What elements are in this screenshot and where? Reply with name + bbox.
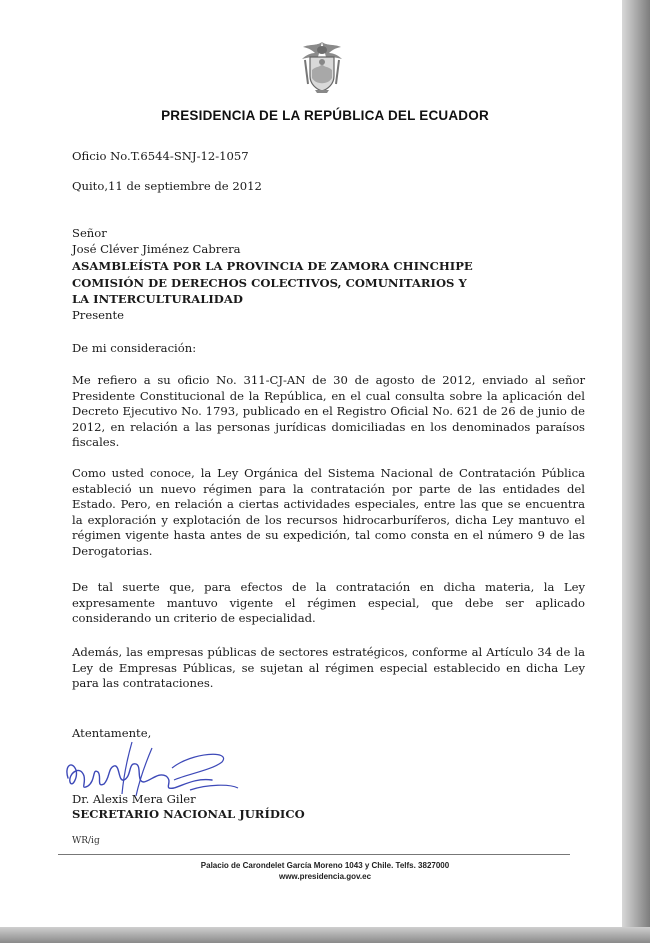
recipient-name: José Cléver Jiménez Cabrera xyxy=(72,242,241,256)
letterhead-title: PRESIDENCIA DE LA REPÚBLICA DEL ECUADOR xyxy=(161,108,489,123)
initials: WR/ig xyxy=(72,836,100,846)
paragraph-1: Me refiero a su oficio No. 311-CJ-AN de 30 de agosto de 2012, enviado al señor Presidente Constitucional de la República, en el cual consulta sobre la aplicación del Decreto Ejecutivo No. 1793, publicado en el Registro Oficial No. 621 de 26 de junio de 2012, en relación a las personas jurídicas domiciliadas en los denominados paraísos fiscales. xyxy=(72,373,585,450)
signer-title: SECRETARIO NACIONAL JURÍDICO xyxy=(72,807,305,821)
recipient-commission: COMISIÓN DE DERECHOS COLECTIVOS, COMUNITARIOS Y xyxy=(72,276,467,290)
place-date: Quito,11 de septiembre de 2012 xyxy=(72,179,262,193)
recipient-position: ASAMBLEÍSTA POR LA PROVINCIA DE ZAMORA CHINCHIPE xyxy=(72,259,473,273)
footer-address: Palacio de Carondelet García Moreno 1043 y Chile. Telfs. 3827000 xyxy=(200,861,450,870)
recipient-commission-cont: LA INTERCULTURALIDAD xyxy=(72,292,243,306)
paragraph-2: Como usted conoce, la Ley Orgánica del Sistema Nacional de Contratación Pública estableció un nuevo régimen para la contratación por parte de las entidades del Estado. Pero, en relación a ciertas actividades especiales, entre las que se encuentra la exploración y explotación de los recursos hidrocarburíferos, dicha Ley mantuvo el régimen vigente hasta antes de su expedición, tal como consta en el número 9 de las Derogatorias. xyxy=(72,466,585,558)
recipient-salutation-title: Señor xyxy=(72,226,107,240)
scan-bottom-shadow xyxy=(0,927,650,943)
signer-name: Dr. Alexis Mera Giler xyxy=(72,792,196,806)
greeting: De mi consideración: xyxy=(72,341,197,355)
recipient-presente: Presente xyxy=(72,308,125,322)
footer-website: www.presidencia.gov.ec xyxy=(278,872,372,881)
reference-number: Oficio No.T.6544-SNJ-12-1057 xyxy=(72,149,249,163)
scan-edge-shadow xyxy=(622,0,650,943)
paragraph-4: Además, las empresas públicas de sectores estratégicos, conforme al Artículo 34 de la Ley de Empresas Públicas, se sujetan al régimen especial establecido en dicha Ley para las contrataciones. xyxy=(72,645,585,691)
paragraph-3: De tal suerte que, para efectos de la contratación en dicha materia, la Ley expresamente mantuvo vigente el régimen especial, que debe ser aplicado considerando un criterio de especialidad. xyxy=(72,580,585,626)
footer-divider xyxy=(58,854,570,855)
closing: Atentamente, xyxy=(72,726,152,740)
ecuador-coat-of-arms-icon xyxy=(297,40,347,94)
